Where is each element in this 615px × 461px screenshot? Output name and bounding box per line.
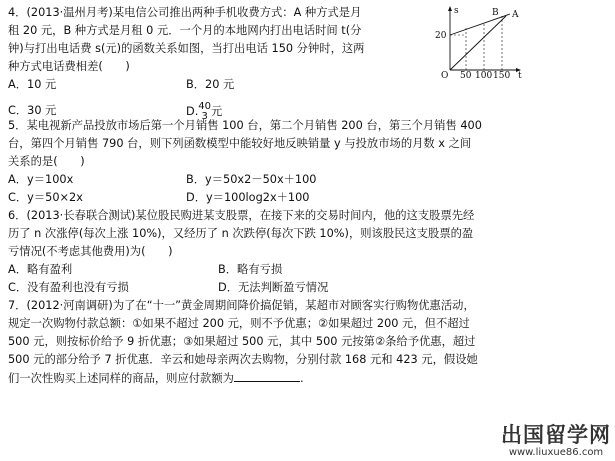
question-6-option-a[interactable]: A．略有盈利 bbox=[8, 263, 73, 276]
question-6-line-1: 6．(2013·长春联合测试)某位股民购进某支股票，在接下来的交易时间内，他的这支股票先经 bbox=[8, 209, 475, 222]
question-6-option-d[interactable]: D．无法判断盈亏情况 bbox=[218, 281, 329, 294]
graph-line-b-label: B bbox=[492, 8, 499, 18]
question-4-text bbox=[8, 4, 422, 76]
question-4-option-a[interactable]: A．10 元 bbox=[8, 78, 57, 91]
question-5-option-c[interactable]: C．y＝50×2x bbox=[8, 191, 83, 204]
question-4-line-1: 4．(2013·温州月考)某电信公司推出两种手机收费方式：A 种方式是月 bbox=[8, 6, 362, 19]
question-5-option-a[interactable]: A．y＝100x bbox=[8, 173, 74, 186]
question-5 bbox=[8, 117, 608, 207]
question-6-option-b[interactable]: B．略有亏损 bbox=[218, 263, 283, 276]
option-d-denominator: 3 bbox=[201, 111, 208, 122]
question-7-line-1: 7．(2012·河南调研)为了在“十一”黄金周期间降价搞促销，某超市对顾客实行购物优惠活动， bbox=[8, 299, 475, 312]
graph-x-label: t bbox=[518, 71, 522, 78]
question-6 bbox=[8, 207, 608, 297]
question-7-line-2: 规定一次购物付款总额：①如果不超过 200 元，则不予优惠；②如果超过 200 元，但不超过 bbox=[8, 317, 470, 330]
graph-x-tick-100: 100 bbox=[475, 71, 493, 78]
graph-line-a-label: A bbox=[512, 10, 519, 20]
graph-origin: O bbox=[441, 71, 449, 78]
worksheet bbox=[8, 4, 608, 388]
graph-y-label: s bbox=[454, 6, 459, 16]
question-6-line-3: 亏情况(不考虑其他费用)为( ) bbox=[8, 245, 173, 258]
question-4-line-2: 租 20 元，B 种方式是月租 0 元．一个月的本地网内打出电话时间 t(分 bbox=[8, 24, 362, 37]
watermark bbox=[501, 423, 611, 459]
question-5-option-d[interactable]: D．y＝100log2x＋100 bbox=[186, 191, 310, 204]
graph-x-tick-50: 50 bbox=[460, 71, 472, 78]
question-4-option-b[interactable]: B．20 元 bbox=[186, 78, 235, 91]
question-5-line-1: 5．某电视新产品投放市场后第一个月销售 100 台，第二个月销售 200 台，第三个月销售 400 bbox=[8, 119, 482, 132]
question-7-line-4: 500 元的部分给予 7 折优惠．辛云和她母亲两次去购物，分别付款 168 元和 423 元，假设她 bbox=[8, 353, 478, 366]
question-6-option-c[interactable]: C．没有盈利也没有亏损 bbox=[8, 281, 129, 294]
watermark-logo-text: 出国留学网 bbox=[501, 423, 611, 447]
question-6-line-2: 历了 n 次涨停(每次上涨 10%)，又经历了 n 次跌停(每次下跌 10%)，则该股民这支股票的盈 bbox=[8, 227, 474, 240]
option-d-suffix: 元 bbox=[211, 105, 223, 118]
question-4 bbox=[8, 4, 608, 122]
question-5-line-3: 关系的是( ) bbox=[8, 155, 85, 168]
graph-line-b bbox=[450, 16, 506, 70]
question-4-line-4: 种方式电话费相差( ) bbox=[8, 60, 130, 73]
question-5-line-2: 台，第四个月销售 790 台，则下列函数模型中能较好地反映销量 y 与投放市场的月数 x 之间 bbox=[8, 137, 472, 150]
watermark-url: www.liuxue86.com bbox=[508, 447, 604, 458]
question-7-line-5 bbox=[8, 369, 608, 388]
option-d-prefix: D. bbox=[186, 105, 199, 118]
option-d-numerator: 40 bbox=[198, 101, 212, 112]
graph-y-arrow bbox=[448, 6, 452, 11]
question-7 bbox=[8, 297, 608, 388]
question-5-option-b[interactable]: B．y＝50x2－50x＋100 bbox=[186, 173, 317, 186]
question-4-line-3: 钟)与打出电话费 s(元)的函数关系如图，当打出电话 150 分钟时，这两 bbox=[8, 42, 365, 55]
answer-blank[interactable] bbox=[234, 369, 300, 382]
question-4-option-c[interactable]: C．30 元 bbox=[8, 104, 57, 117]
graph-y-tick: 20 bbox=[435, 31, 447, 41]
question-7-line-5-text: 们一次性购买上述同样的商品，则应付款额为 bbox=[8, 372, 234, 385]
question-7-end: . bbox=[299, 372, 304, 385]
graph-x-tick-150: 150 bbox=[493, 71, 511, 78]
graph-line-a bbox=[450, 14, 510, 35]
question-7-line-3: 500 元，则按标价给予 9 折优惠；③如果超过 500 元，其中 500 元按第②条给予优惠，超过 bbox=[8, 335, 476, 348]
question-4-graph bbox=[430, 4, 526, 78]
